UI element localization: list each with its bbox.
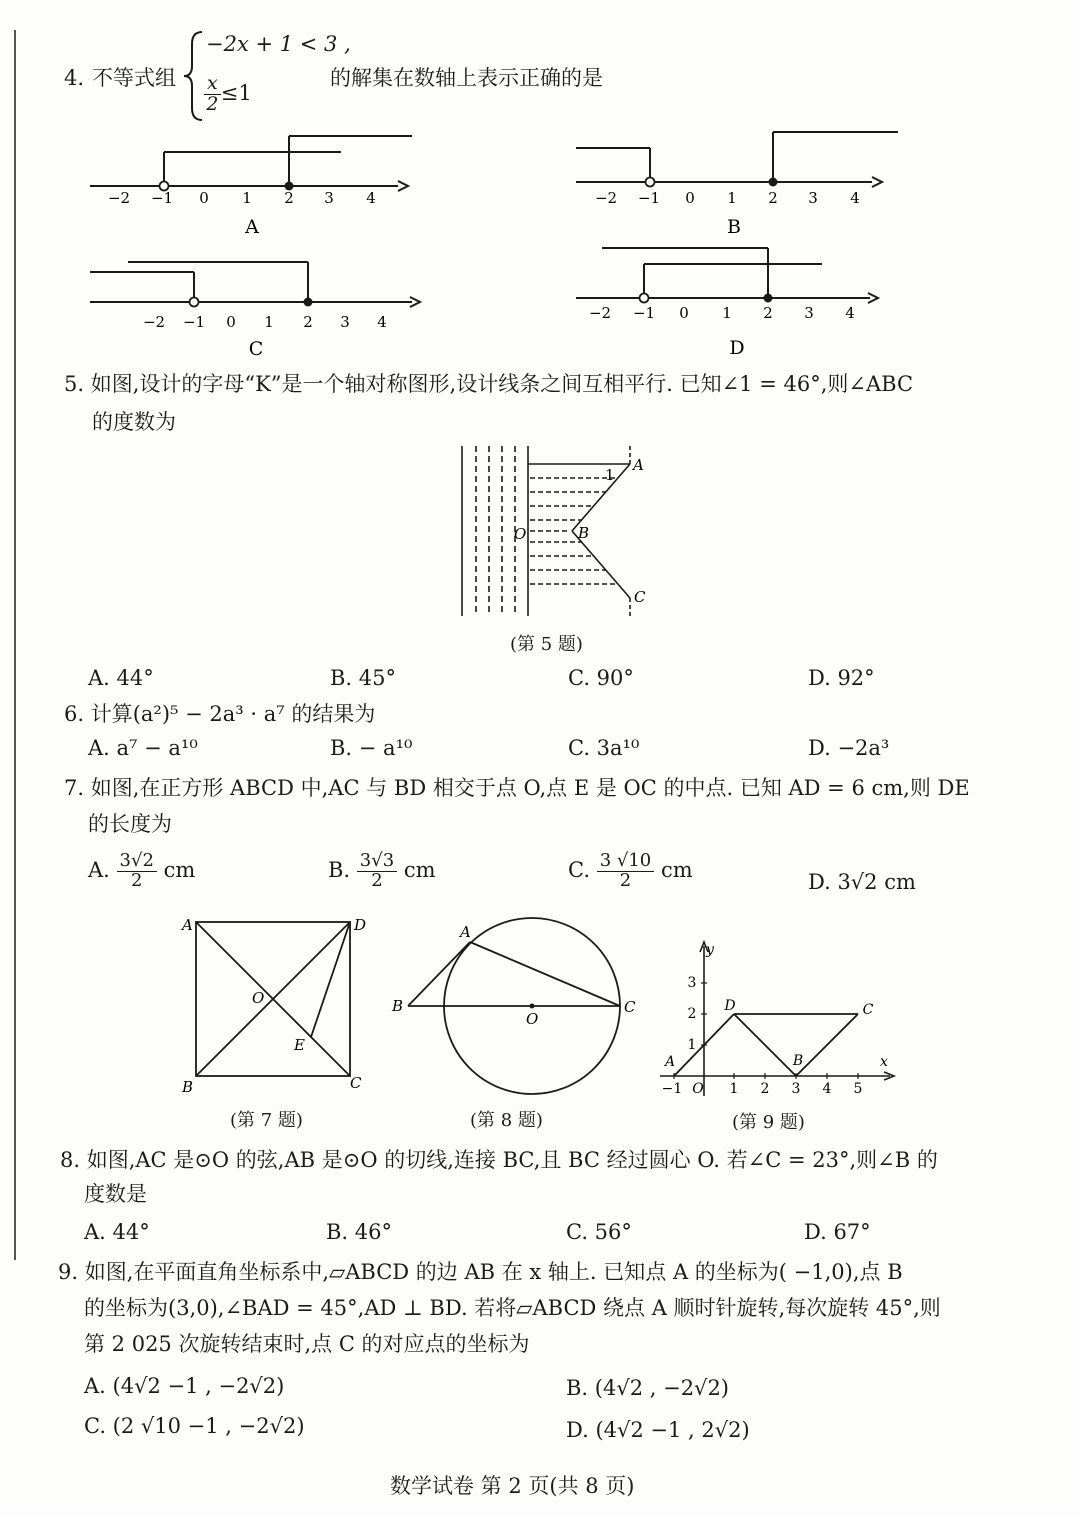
q4-inequality-1: −2x + 1 < 3 , — [206, 32, 351, 56]
tick-label: 1 — [242, 189, 252, 207]
q8-figure-caption: (第 8 题) — [470, 1110, 543, 1131]
q5-figure-caption: (第 5 题) — [510, 634, 583, 655]
tick-label: 3 — [340, 313, 350, 331]
q8-stem-line2: 度数是 — [84, 1182, 147, 1206]
option-label: B — [727, 216, 741, 238]
tick-label: −1 — [632, 304, 656, 322]
tick-label: 3 — [808, 189, 818, 207]
q9-stem-line3: 第 2 025 次旋转结束时,点 C 的对应点的坐标为 — [84, 1332, 530, 1356]
q7-figure-square — [176, 912, 376, 1097]
point-label-c: C — [634, 588, 646, 606]
point-label-c: C — [350, 1074, 362, 1092]
point-label-b: B — [578, 524, 590, 542]
q4-brace — [182, 30, 206, 122]
q5-choice-a[interactable]: A. 44° — [88, 666, 154, 690]
page-edge-line — [14, 30, 16, 1260]
q8-choice-a[interactable]: A. 44° — [84, 1220, 150, 1244]
q7-figure-caption: (第 7 题) — [230, 1110, 303, 1131]
numberline-option-d[interactable] — [572, 242, 912, 362]
option-label: A — [245, 216, 259, 238]
page-footer: 数学试卷 第 2 页(共 8 页) — [390, 1474, 635, 1498]
q8-figure-circle — [386, 912, 646, 1102]
point-label-o: O — [514, 525, 527, 543]
q6-choice-b[interactable]: B. − a¹⁰ — [330, 736, 413, 760]
q7-stem-line2: 的长度为 — [88, 812, 172, 836]
q4-stem-tail: 的解集在数轴上表示正确的是 — [330, 66, 603, 90]
q9-figure-coordinate-plane — [654, 934, 904, 1104]
tick-label: 3 — [804, 304, 814, 322]
q6-choice-d[interactable]: D. −2a³ — [808, 736, 890, 760]
q9-choice-a[interactable]: A. (4√2 −1 , −2√2) — [84, 1374, 285, 1398]
x-tick-label: 5 — [853, 1081, 863, 1097]
q7-choice-a[interactable]: A. $\frac{3√2}{2}$ cm — [88, 850, 196, 891]
q6-stem: 6. 计算(a²)⁵ − 2a³ · a⁷ 的结果为 — [64, 702, 376, 726]
tick-label: −2 — [142, 313, 166, 331]
q5-choice-b[interactable]: B. 45° — [330, 666, 397, 690]
q7-choice-b[interactable]: B. $\frac{3√3}{2}$ cm — [328, 850, 436, 891]
q5-stem-line1: 5. 如图,设计的字母“K”是一个轴对称图形,设计线条之间互相平行. 已知∠1 = 46°,则∠ABC — [64, 372, 914, 396]
point-label-a: A — [664, 1054, 676, 1070]
y-tick-label: 1 — [687, 1037, 697, 1053]
point-label-a: A — [633, 456, 644, 474]
q4-lead: 不等式组 — [92, 66, 176, 90]
point-label-d: D — [354, 916, 367, 934]
tick-label: 1 — [264, 313, 274, 331]
q7-choice-c[interactable]: C. $\frac{3 √10}{2}$ cm — [568, 850, 693, 891]
tick-label: 3 — [324, 189, 334, 207]
tick-label: 4 — [377, 313, 387, 331]
q7-stem-line1: 7. 如图,在正方形 ABCD 中,AC 与 BD 相交于点 O,点 E 是 OC 的中点. 已知 AD = 6 cm,则 DE — [64, 776, 970, 800]
tick-label: 2 — [284, 189, 294, 207]
numberline-option-a[interactable] — [86, 130, 426, 240]
point-label-c: C — [624, 998, 636, 1016]
point-label-b: B — [182, 1078, 194, 1096]
point-label-b: B — [792, 1053, 804, 1069]
x-tick-label: −1 — [661, 1081, 683, 1097]
tick-label: 4 — [366, 189, 376, 207]
q9-stem-line2: 的坐标为(3,0),∠BAD = 45°,AD ⊥ BD. 若将▱ABCD 绕点 A 顺时针旋转,每次旋转 45°,则 — [84, 1296, 941, 1320]
tick-label: −2 — [594, 189, 618, 207]
point-label-e: E — [294, 1036, 305, 1054]
angle-label-1: 1 — [605, 466, 615, 484]
tick-label: −1 — [637, 189, 661, 207]
center-point — [530, 1004, 535, 1009]
tick-label: −2 — [107, 189, 131, 207]
point-label-a: A — [182, 916, 193, 934]
q5-figure-letter-k — [450, 440, 670, 622]
point-label-b: B — [392, 997, 404, 1015]
y-tick-label: 2 — [687, 1006, 697, 1022]
numberline-option-b[interactable] — [572, 126, 912, 240]
q8-choice-c[interactable]: C. 56° — [566, 1220, 632, 1244]
option-label: D — [729, 337, 745, 359]
point-label-o: O — [252, 989, 265, 1007]
point-label-o: O — [526, 1010, 539, 1028]
q9-choice-c[interactable]: C. (2 √10 −1 , −2√2) — [84, 1414, 305, 1438]
q9-stem-line1: 9. 如图,在平面直角坐标系中,▱ABCD 的边 AB 在 x 轴上. 已知点 A 的坐标为( −1,0),点 B — [58, 1260, 903, 1284]
q8-stem-line1: 8. 如图,AC 是⊙O 的弦,AB 是⊙O 的切线,连接 BC,且 BC 经过圆心 O. 若∠C = 23°,则∠B 的 — [60, 1148, 938, 1172]
q7-choice-d[interactable]: D. 3√2 cm — [808, 870, 916, 894]
point-label-a: A — [460, 923, 471, 941]
option-label: C — [248, 338, 264, 360]
numberline-option-c[interactable] — [86, 256, 426, 362]
tick-label: 2 — [768, 189, 778, 207]
q5-choice-c[interactable]: C. 90° — [568, 666, 634, 690]
x-tick-label: 1 — [729, 1081, 739, 1097]
tick-label: −1 — [150, 189, 174, 207]
tick-label: 1 — [727, 189, 737, 207]
tick-label: 2 — [763, 304, 773, 322]
q9-figure-caption: (第 9 题) — [732, 1112, 805, 1133]
point-label-d: D — [724, 998, 736, 1014]
x-tick-label: 3 — [791, 1081, 801, 1097]
q6-choice-c[interactable]: C. 3a¹⁰ — [568, 736, 640, 760]
x-tick-label: 4 — [822, 1081, 832, 1097]
tick-label: 0 — [226, 313, 236, 331]
axis-label-x: x — [880, 1054, 888, 1070]
q5-stem-line2: 的度数为 — [92, 410, 176, 434]
q9-choice-b[interactable]: B. (4√2 , −2√2) — [566, 1376, 729, 1400]
q8-choice-d[interactable]: D. 67° — [804, 1220, 871, 1244]
q6-choice-a[interactable]: A. a⁷ − a¹⁰ — [88, 736, 198, 760]
y-tick-label: 3 — [687, 975, 697, 991]
tick-label: 0 — [199, 189, 209, 207]
tick-label: 0 — [679, 304, 689, 322]
tick-label: 4 — [845, 304, 855, 322]
tick-label: −2 — [588, 304, 612, 322]
tick-label: −1 — [182, 313, 206, 331]
q9-choice-d[interactable]: D. (4√2 −1 , 2√2) — [566, 1418, 750, 1442]
q4-inequality-2: $\frac{x}{2}$ ≤1 — [204, 74, 252, 115]
q4-number: 4. — [64, 66, 85, 90]
tick-label: 2 — [303, 313, 313, 331]
tick-label: 4 — [850, 189, 860, 207]
x-tick-label: 2 — [760, 1081, 770, 1097]
axis-label-y: y — [706, 942, 714, 958]
origin-label: O — [692, 1081, 704, 1097]
point-label-c: C — [862, 1002, 874, 1018]
tick-label: 1 — [722, 304, 732, 322]
q8-choice-b[interactable]: B. 46° — [326, 1220, 393, 1244]
tick-label: 0 — [685, 189, 695, 207]
q5-choice-d[interactable]: D. 92° — [808, 666, 875, 690]
